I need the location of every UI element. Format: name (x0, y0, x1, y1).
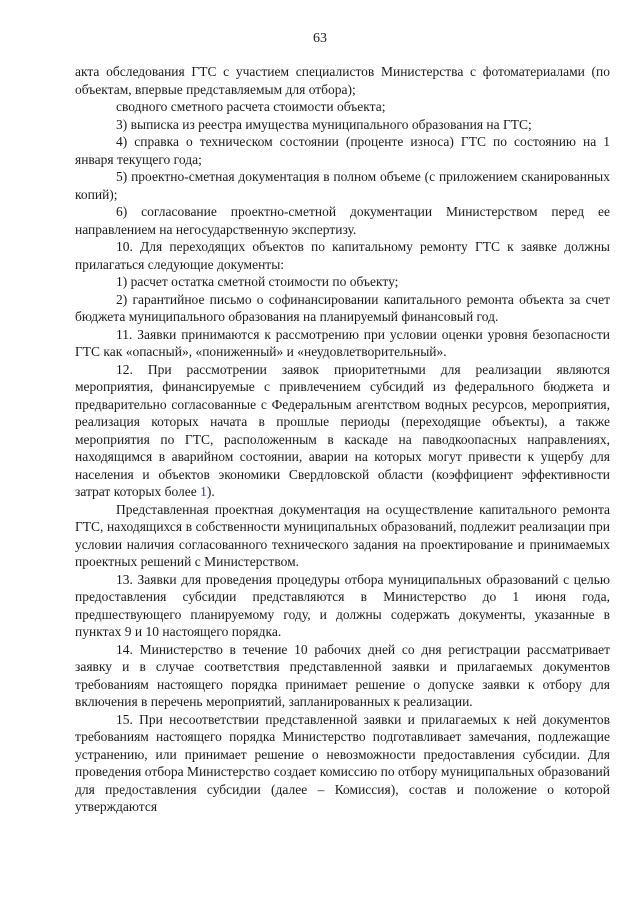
paragraph-clause-10-item-2: 2) гарантийное письмо о софинансировании капитального ремонта объекта за счет бюджета муниципального образования на планируемый финансовый год. (75, 291, 610, 324)
document-body (75, 63, 610, 816)
footnote-reference-link[interactable]: 1 (200, 484, 207, 499)
paragraph-clause-15: 15. При несоответствии представленной заявки и прилагаемых к ней документов требованиям настоящего порядка Министерство подготавливает замечания, подлежащие устранению, или принимает решение о невозможности предоставления субсидии. Для проведения отбора Министерство создает комиссию по отбору муниципальных образований для предоставления субсидии (далее – Комиссия), состав и положение о которой утверждаются (75, 711, 610, 814)
page-number: 63 (313, 31, 327, 46)
paragraph-design-documentation-note: Представленная проектная документация на осуществление капитального ремонта ГТС, находящихся в собственности муниципальных образований, подлежит реализации при условии наличия согласованного технического задания на проектирование и принимаемых проектных решений с Министерством. (75, 501, 610, 569)
paragraph-item-4-technical-certificate: 4) справка о техническом состоянии (проценте износа) ГТС по состоянию на 1 января текущего года; (75, 134, 610, 167)
clause-12-text: 12. При рассмотрении заявок приоритетными для реализации являются мероприятия, финансируемые с привлечением субсидий из федерального бюджета и предварительно согласованные с Федеральным агентством водных ресурсов, мероприятия, реализация которых начата в прошлые периоды (переходящие объекты), а также мероприятия по ГТС, расположенным в каскаде на паводкоопасных направлениях, находящимся в аварийном состоянии, аварии на которых могут привести к ущербу для населения и объектов экономики Свердловской области (коэффициент эффективности затрат которых более (75, 361, 610, 499)
paragraph-cost-estimate: сводного сметного расчета стоимости объекта; (116, 99, 386, 114)
paragraph-clause-10: 10. Для переходящих объектов по капитальному ремонту ГТС к заявке должны прилагаться следующие документы: (75, 239, 610, 272)
paragraph-clause-11: 11. Заявки принимаются к рассмотрению при условии оценки уровня безопасности ГТС как «опасный», «пониженный» и «неудовлетворительный». (75, 326, 610, 359)
paragraph-act-inspection: акта обследования ГТС с участием специалистов Министерства с фотоматериалами (по объектам, впервые представляемым для отбора); (75, 64, 610, 97)
clause-12-text-end: ). (206, 484, 215, 499)
paragraph-item-6-approval: 6) согласование проектно-сметной документации Министерством перед ее направлением на негосударственную экспертизу. (75, 204, 610, 237)
paragraph-clause-10-item-1: 1) расчет остатка сметной стоимости по объекту; (116, 274, 399, 289)
paragraph-clause-14: 14. Министерство в течение 10 рабочих дней со дня регистрации рассматривает заявку и в случае соответствия представленной заявки и прилагаемых документов требованиям настоящего порядка принимает решение о допуске заявки к отбору для включения в перечень мероприятий, запланированных к реализации. (75, 641, 610, 709)
paragraph-clause-12 (75, 361, 610, 501)
paragraph-clause-13: 13. Заявки для проведения процедуры отбора муниципальных образований с целью предоставления субсидии представляются в Министерство до 1 июня года, предшествующего планируемому году, и должны содержать документы, указанные в пунктах 9 и 10 настоящего порядка. (75, 571, 610, 639)
paragraph-item-3-registry-extract: 3) выписка из реестра имущества муниципального образования на ГТС; (116, 116, 532, 132)
paragraph-item-5-design-documentation: 5) проектно-сметная документация в полном объеме (с приложением сканированных копий); (75, 169, 610, 202)
